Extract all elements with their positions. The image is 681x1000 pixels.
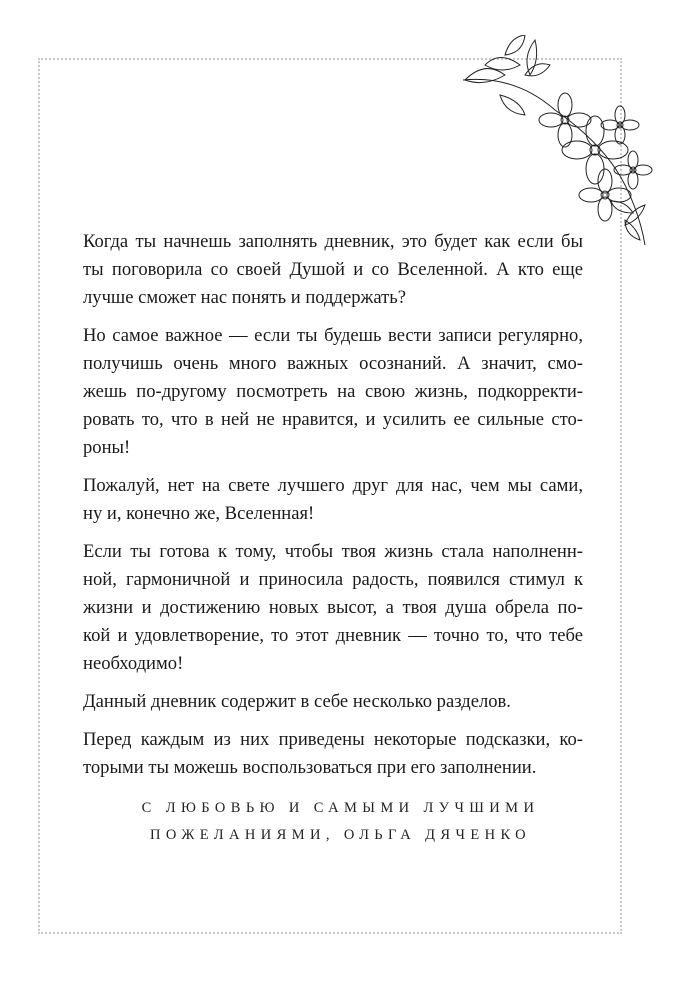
signature-line: С ЛЮБОВЬЮ И САМЫМИ ЛУЧШИМИ: [141, 800, 540, 816]
paragraph: [83, 228, 583, 312]
text-line: ты поговорила со своей Душой и со Вселенной. А кто еще: [83, 259, 583, 280]
text-line: ровать то, что в ней не нравится, и усилить ее сильные сто-: [83, 409, 583, 430]
text-line: жешь по-другому посмотреть на свою жизнь, подкорректи-: [83, 381, 583, 402]
paragraph: [83, 726, 583, 782]
text-line: кой и удовлетворение, то этот дневник — точно то, что тебе: [83, 625, 583, 646]
text-line: торыми ты можешь воспользоваться при его заполнении.: [83, 757, 537, 778]
signature: [0, 795, 681, 849]
text-line: лучше сможет нас понять и поддержать?: [83, 287, 406, 308]
text-line: Если ты готова к тому, чтобы твоя жизнь стала наполненн-: [83, 541, 583, 562]
text-line: Пожалуй, нет на свете лучшего друг для нас, чем мы сами,: [83, 475, 583, 496]
paragraph: [83, 538, 583, 678]
text-line: Когда ты начнешь заполнять дневник, это будет как если бы: [83, 231, 583, 252]
text-line: ной, гармоничной и приносила радость, появился стимул к: [83, 569, 583, 590]
floral-corner-illustration: [455, 35, 660, 250]
text-line: Данный дневник содержит в себе несколько разделов.: [83, 691, 511, 712]
text-line: получишь очень много важных осознаний. А значит, смо-: [83, 353, 583, 374]
paragraph: [83, 472, 583, 528]
text-line: ну и, конечно же, Вселенная!: [83, 503, 315, 524]
paragraph: [83, 322, 583, 462]
text-line: необходимо!: [83, 653, 184, 674]
text-line: жизни и достижению новых высот, а твоя душа обрела по-: [83, 597, 583, 618]
text-line: Но самое важное — если ты будешь вести записи регулярно,: [83, 325, 583, 346]
paragraph: [83, 688, 583, 716]
signature-line: ПОЖЕЛАНИЯМИ, ОЛЬГА ДЯЧЕНКО: [149, 827, 532, 843]
text-line: Перед каждым из них приведены некоторые подсказки, ко-: [83, 729, 583, 750]
text-line: роны!: [83, 437, 131, 458]
body-text: [83, 228, 583, 792]
flower: [539, 93, 591, 147]
